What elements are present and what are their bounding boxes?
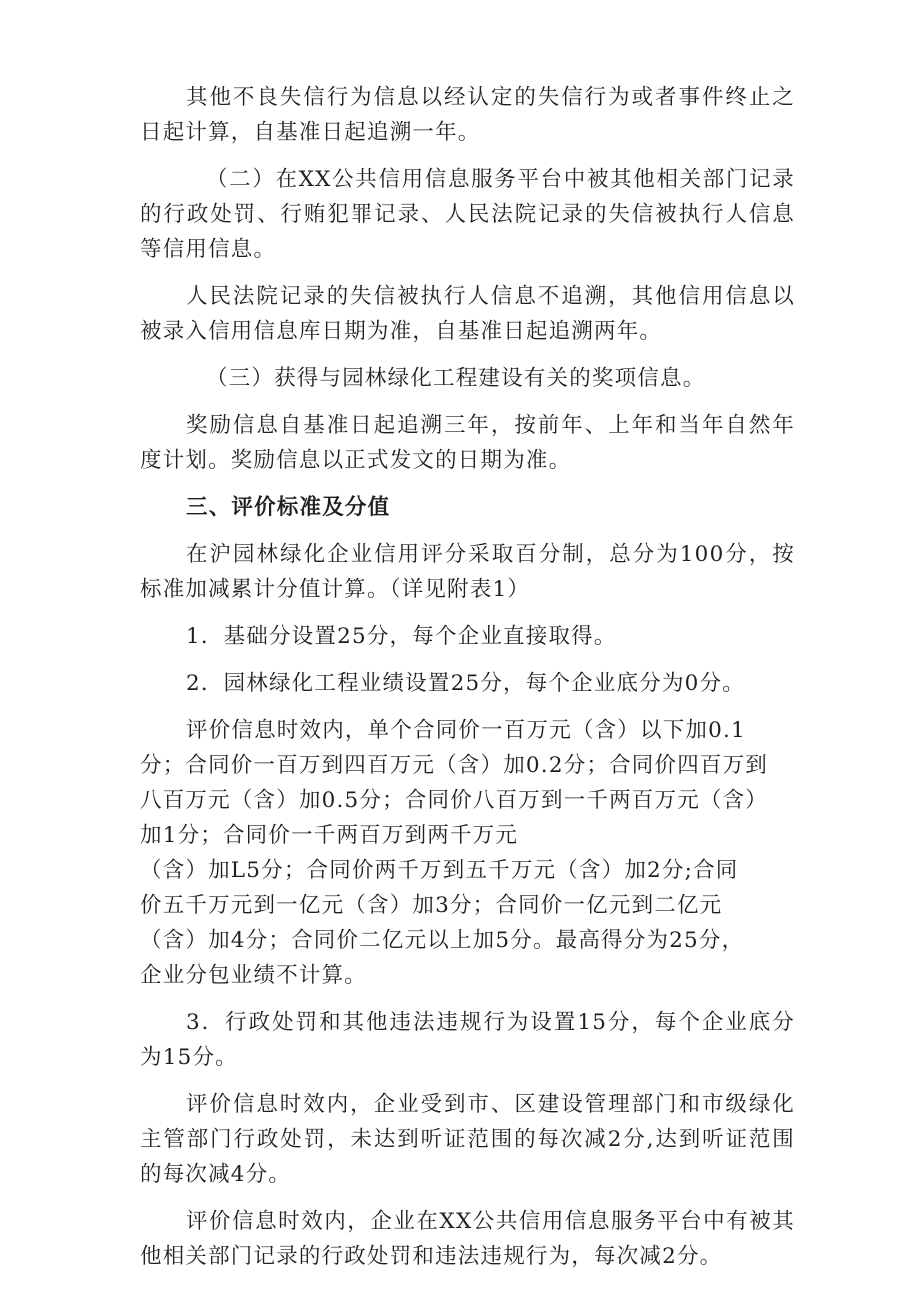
paragraph-item-3: （三）获得与园林绿化工程建设有关的奖项信息。 (206, 366, 706, 391)
section-heading-evaluation-standards: 三、评价标准及分值 (186, 495, 391, 520)
contract-line-3: 八百万元（含）加0.5分；合同价八百万到一千两百万元（含） (140, 788, 768, 813)
paragraph-platform-deduction: 评价信息时效内，企业在XX公共信用信息服务平台中有被其他相关部门记录的行政处罚和违法违规行为，每次减2分。 (140, 1209, 795, 1269)
contract-line-2: 分；合同价一百万到四百万元（含）加0.2分；合同价四百万到 (140, 753, 768, 778)
paragraph-scoring-system: 在沪园林绿化企业信用评分采取百分制，总分为100分，按标准加减累计分值计算。（详见附表1） (140, 542, 795, 602)
paragraph-other-dishonest-info: 其他不良失信行为信息以经认定的失信行为或者事件终止之日起计算，自基准日起追溯一年。 (140, 85, 795, 145)
paragraph-item-2: （二）在XX公共信用信息服务平台中被其他相关部门记录的行政处罚、行贿犯罪记录、人民法院记录的失信被执行人信息等信用信息。 (140, 167, 795, 262)
paragraph-penalty-score: 3．行政处罚和其他违法违规行为设置15分，每个企业底分为15分。 (140, 1010, 795, 1070)
contract-line-5: （含）加L5分；合同价两千万到五千万元（含）加2分;合同 (140, 858, 739, 883)
contract-line-8: 企业分包业绩不计算。 (140, 963, 368, 988)
contract-line-1: 评价信息时效内，单个合同价一百万元（含）以下加0.1 (186, 718, 746, 743)
contract-line-4: 加1分；合同价一千两百万到两千万元 (140, 823, 519, 848)
paragraph-penalty-deduction: 评价信息时效内，企业受到市、区建设管理部门和市级绿化主管部门行政处罚，未达到听证范围的每次减2分,达到听证范围的每次减4分。 (140, 1092, 795, 1187)
document-page (140, 80, 795, 1286)
paragraph-award-info: 奖励信息自基准日起追溯三年，按前年、上年和当年自然年度计划。奖励信息以正式发文的日期为准。 (140, 413, 795, 473)
contract-line-6: 价五千万元到一亿元（含）加3分；合同价一亿元到二亿元 (140, 893, 723, 918)
paragraph-contract-value-scoring (140, 713, 795, 993)
paragraph-court-records: 人民法院记录的失信被执行人信息不追溯，其他信用信息以被录入信用信息库日期为准，自基准日起追溯两年。 (140, 284, 795, 344)
paragraph-performance-score: 2．园林绿化工程业绩设置25分，每个企业底分为0分。 (186, 671, 745, 696)
paragraph-base-score: 1．基础分设置25分，每个企业直接取得。 (186, 624, 617, 649)
contract-line-7: （含）加4分；合同价二亿元以上加5分。最高得分为25分， (140, 928, 745, 953)
